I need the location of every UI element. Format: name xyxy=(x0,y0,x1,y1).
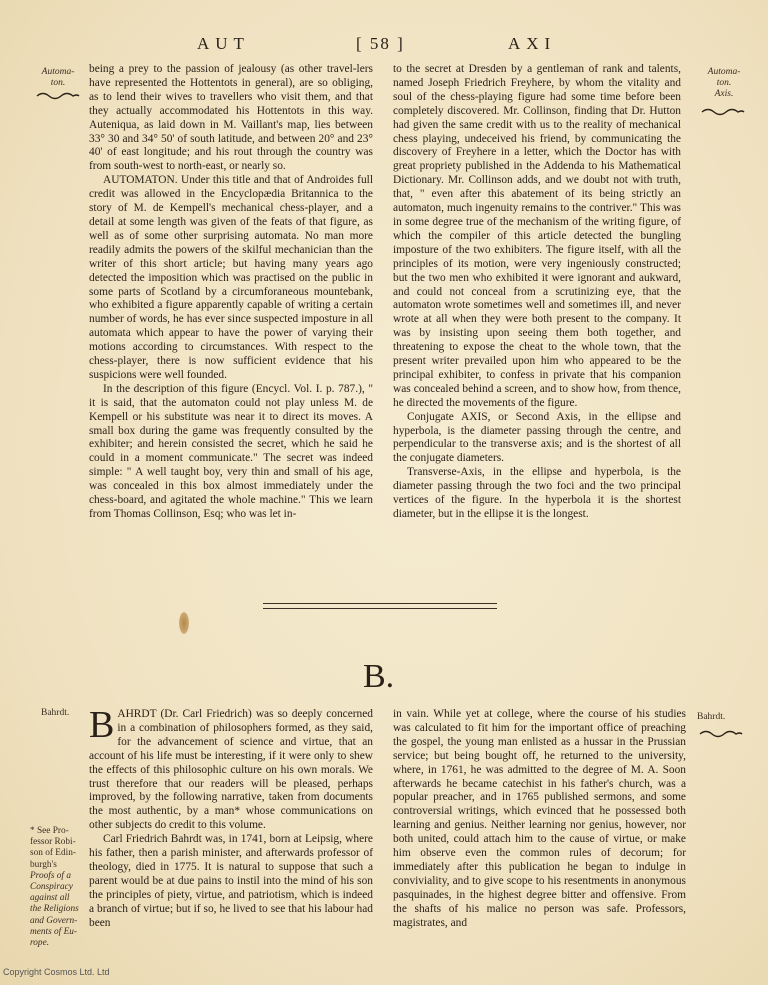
paragraph: In the description of this figure (Encycl. Vol. I. p. 787.), " it is said, that the automaton could not play unless M. de Kempell or his substitute was near it to direct its moves. A small box during the game was frequently consulted by the exhibiter; and herein consisted the secret, which he said he could in a moment communicate." The secret was indeed simple: " A well taught boy, very thin and small of his age, was concealed in this box almost immediately under the chess-board, and agitated the whole machine." This we learn from Thomas Collinson, Esq; who was let in- xyxy=(89,382,373,520)
paragraph: being a prey to the passion of jealousy (as other travel-lers have represented the Hottentots in general), are so obliging, as to lend their wives to travellers who visit them, and that they actually accommodated his Hottentots in this way. Auteniqua, as laid down in M. Vaillant's map, lies between 33° 30 and 34° 50' of south latitude, and between 20° and 23° 40' of east longitude; and his rout through the country was from south-west to north-east, or nearly so. xyxy=(89,63,373,173)
margin-note-bahrdt-left: Bahrdt. xyxy=(41,708,70,718)
upper-left-column xyxy=(89,63,373,522)
footnote-book-title: Proofs of a Conspiracy against all the Religions and Govern- ments of Eu- rope. xyxy=(30,870,79,949)
lower-right-column xyxy=(393,708,686,931)
paragraph: to the secret at Dresden by a gentleman of rank and talents, named Joseph Friedrich Freyhere, by whom the vitality and soul of the chess-playing figure had some time before been completely discovered. Mr. Collinson, finding that Dr. Hutton had given the same credit with us to the reality of mechanical chess playing, undeceived his friend, by communicating the discovery of Freyhere in a letter, which the Doctor has with great propriety published in the Addenda to his Mathematical Dictionary. Mr. Collinson adds, and we doubt not with truth, that, " even after this abatement of its being strictly an automaton, much ingenuity remains to the contriver." This was in some degree true of the mechanism of the writing figure, of which the compiler of this article detected the bungling imposture of the two exhibiters. The figure itself, with all the principles of its motion, were very ingeniously constructed; but the two men who exhibited it were ignorant and aukward, and could not conceal from a scrutinizing eye, that the automaton wrote sometimes well and sometimes ill, and never wrote at all when they were both present to the company. It was by insisting upon seeing them both together, and threatening to expose the cheat to the whole town, that the present writer prevailed upon him who appeared to be the principal exhibiter, to confess in private that his companion was concealed behind a screen, and to show how, from thence, he directed the movements of the figure. xyxy=(393,63,681,409)
paragraph-transverse-axis: Transverse-Axis, in the ellipse and hyperbola, is the diameter passing through the two foci and the two principal vertices of the figure. In the hyperbola it is the shortest diameter, but in the ellipse it is the longest. xyxy=(393,466,681,520)
flourish-ornament-right xyxy=(700,106,746,116)
drop-cap: B xyxy=(89,704,115,746)
section-divider-rule xyxy=(263,603,497,609)
header-left: AUT xyxy=(197,34,250,53)
margin-note-bahrdt-right: Bahrdt. xyxy=(697,712,726,722)
paragraph-conjugate-axis: Conjugate AXIS, or Second Axis, in the ellipse and hyperbola, is the diameter passing through the centre, and perpendicular to the transverse axis; and is the shortest of all the conjugate diameters. xyxy=(393,410,681,465)
paper-stain xyxy=(179,612,189,634)
running-header xyxy=(0,34,768,58)
paragraph-automaton: AUTOMATON. Under this title and that of Androides full credit was allowed in the Encyclopædia Britannica to the story of M. de Kempell's mechanical chess-player, and a detail at some length was given of the feats of that figure, as well as of some other surprising automata. No man more readily admits the powers of the skilful mechanician than the writer of this short article; but having many years ago detected the imposition which was practised on the public in some parts of Scotland by a circumforaneous mountebank, who exhibited a figure apparently capable of writing a certain number of words, he has ever since suspected imposture in all automata which appear to have the power of varying their motions according to circumstances. With respect to the chess-player, there is now sufficient evidence that his suspicions were well founded. xyxy=(89,174,373,381)
upper-right-column xyxy=(393,63,681,522)
margin-note-automaton-left: Automa- ton. xyxy=(41,67,75,88)
paragraph: Carl Friedrich Bahrdt was, in 1741, born at Leipsig, where his father, then a parish minister, and afterwards professor of theology, died in 1775. It is natural to suppose that such a parent would be at due pains to instil into the mind of his son the principles of piety, virtue, and patriotism, which is indeed a branch of virtue; but if so, he lived to see that his labour had been xyxy=(89,833,373,929)
flourish-ornament-right-lower xyxy=(698,728,744,738)
paragraph-text: AHRDT (Dr. Carl Friedrich) was so deeply concerned in a combination of philosophers formed, as they said, for the advancement of science and virtue, that an account of his life must be interesting, if it were only to shew the effects of this philosophic culture on his own morals. We trust therefore that our readers will be pleased, perhaps improved, by the following narrative, taken from documents the most authentic, by a man* whose communications on other subjects do credit to this volume. xyxy=(89,708,373,832)
flourish-ornament-left xyxy=(35,90,81,100)
footnote-text: * See Pro- fessor Robi- son of Edin- burgh's xyxy=(30,826,76,870)
header-right: AXI xyxy=(508,34,557,53)
section-heading-b: B. xyxy=(363,658,395,695)
paragraph-bahrdt-intro xyxy=(89,704,373,833)
copyright-watermark: Copyright Cosmos Ltd. Ltd xyxy=(3,967,110,977)
lower-left-column xyxy=(89,704,373,931)
margin-note-automaton-axis-right: Automa- ton. Axis. xyxy=(707,67,741,99)
page-number: [ 58 ] xyxy=(356,34,405,53)
footnote xyxy=(30,826,86,949)
paragraph: in vain. While yet at college, where the course of his studies was calculated to fit him for the important office of preaching the gospel, the young man enlisted as a hussar in the Prussian service; but being bought off, he returned to the university, where, in 1761, he was admitted to the degree of M. A. Soon afterwards he became catechist in his father's church, was a popular preacher, and in 1765 published sermons, and some controversial writings, which evinced that he possessed both learning and genius. Neither learning nor genius, however, nor both united, could attach him to the cause of virtue, or make him observe even the common rules of decorum; for immediately after this publication he began to indulge in conviviality, and to give scope to his resentments in anonymous pasquinades, in the highest degree bitter and offensive. From the shafts of his malice no person was safe. Professors, magistrates, and xyxy=(393,708,686,929)
